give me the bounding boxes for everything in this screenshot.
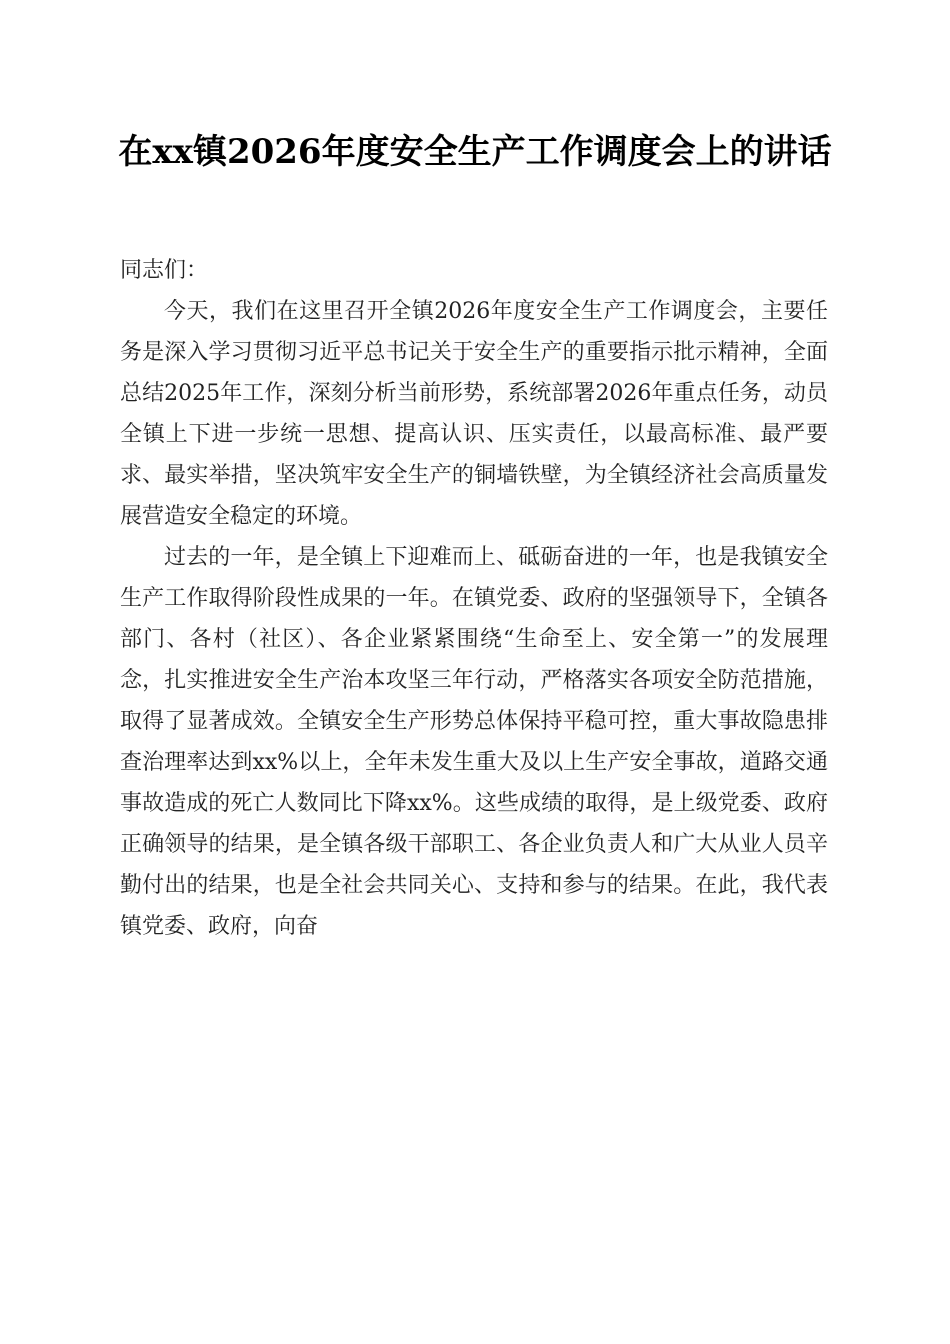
document-body <box>120 250 828 947</box>
document-title: 在xx镇2026年度安全生产工作调度会上的讲话 <box>118 132 832 172</box>
paragraph-opening: 今天，我们在这里召开全镇2026年度安全生产工作调度会，主要任务是深入学习贯彻习近平总书记关于安全生产的重要指示批示精神，全面总结2025年工作，深刻分析当前形势，系统部署2026年重点任务，动员全镇上下进一步统一思想、提高认识、压实责任，以最高标准、最严要求、最实举措，坚决筑牢安全生产的铜墙铁壁，为全镇经济社会高质量发展营造安全稳定的环境。 <box>120 299 828 529</box>
paragraph-review: 过去的一年，是全镇上下迎难而上、砥砺奋进的一年，也是我镇安全生产工作取得阶段性成果的一年。在镇党委、政府的坚强领导下，全镇各部门、各村（社区）、各企业紧紧围绕“生命至上、安全第一”的发展理念，扎实推进安全生产治本攻坚三年行动，严格落实各项安全防范措施，取得了显著成效。全镇安全生产形势总体保持平稳可控，重大事故隐患排查治理率达到xx%以上，全年未发生重大及以上生产安全事故，道路交通事故造成的死亡人数同比下降xx%。这些成绩的取得，是上级党委、政府正确领导的结果，是全镇各级干部职工、各企业负责人和广大从业人员辛勤付出的结果，也是全社会共同关心、支持和参与的结果。在此，我代表镇党委、政府，向奋 <box>120 545 828 939</box>
salutation: 同志们： <box>120 258 209 283</box>
